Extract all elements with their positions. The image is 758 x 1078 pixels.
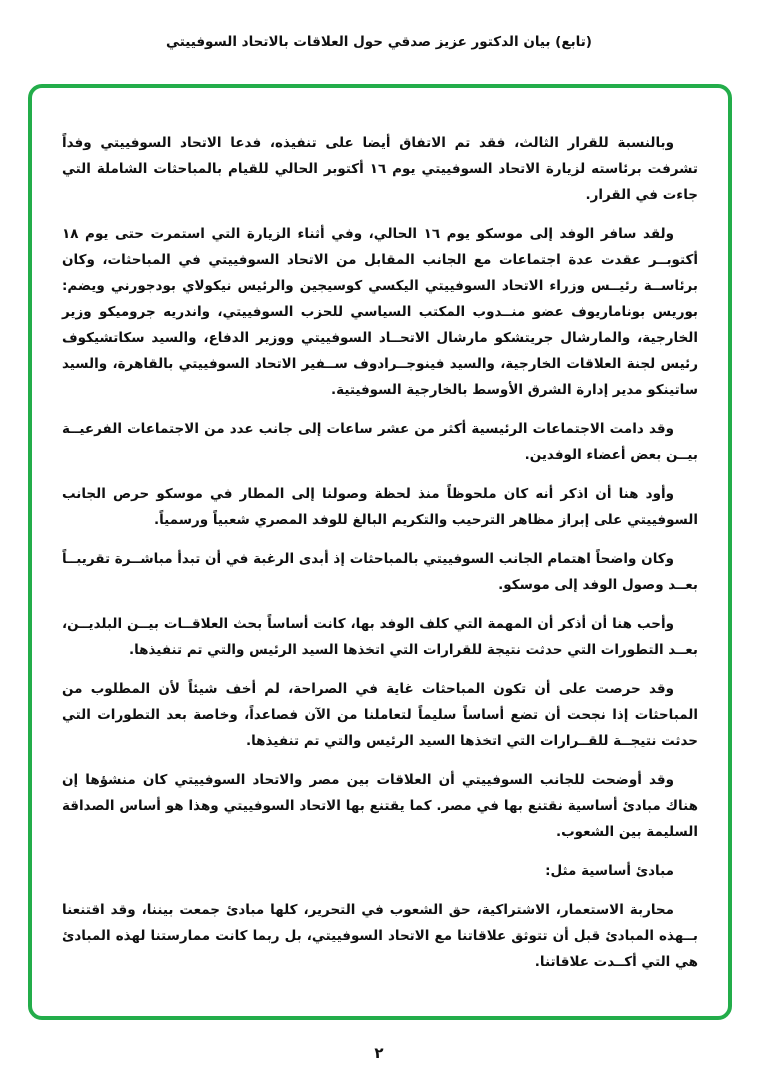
document-header-title: (تابع) بيان الدكتور عزيز صدقي حول العلاقات بالاتحاد السوفييتي (166, 34, 592, 50)
paragraph: وأحب هنا أن أذكر أن المهمة التي كلف الوفد بها، كانت أساساً بحث العلاقــات بيــن البلديــن، بعــد التطورات التي حدثت نتيجة للقرارات التي اتخذها السيد الرئيس والتي تم تنفيذها. (62, 616, 698, 658)
document-body (62, 130, 698, 975)
paragraph-principles-heading: مبادئ أساسية مثل: (545, 863, 674, 879)
paragraph: وكان واضحاً اهتمام الجانب السوفييتي بالمباحثات إذ أبدى الرغبة في أن تبدأ مباشــرة تقريبــاً بعــد وصول الوفد إلى موسكو. (62, 551, 698, 593)
document-frame (28, 84, 732, 1020)
paragraph: وقد حرصت على أن تكون المباحثات غاية في الصراحة، لم أخف شيئاً لأن المطلوب من المباحثات إذا نجحت أن تضع أساساً سليماً لتعاملنا من الآن فصاعداً، وخاصة بعد التطورات التي حدثت نتيجــة للقــرارات التي اتخذها السيد الرئيس والتي تم تنفيذها. (62, 681, 698, 749)
paragraph: وقد دامت الاجتماعات الرئيسية أكثر من عشر ساعات إلى جانب عدد من الاجتماعات الفرعيــة بيــن بعض أعضاء الوفدين. (62, 421, 698, 463)
paragraph: محاربة الاستعمار، الاشتراكية، حق الشعوب في التحرير، كلها مبادئ جمعت بيننا، وقد اقتنعنا بــهذه المبادئ قبل أن تتوثق علاقاتنا مع الاتحاد السوفييتي، بل ربما كانت ممارستنا لهذه المبادئ هي التي أكــدت علاقاتنا. (62, 902, 698, 970)
paragraph: ولقد سافر الوفد إلى موسكو يوم ١٦ الحالي، وفي أثناء الزيارة التي استمرت حتى يوم ١٨ أكتوبــر عقدت عدة اجتماعات مع الجانب المقابل من الاتحاد السوفييتي في المباحثات، وكان برئاســة رئيــس وزراء الاتحاد السوفييتي اليكسي كوسيجين والرئيس نيكولاي بودجورني ويضم: بوريس بوناماريوف عضو منــدوب المكتب السياسي للحزب السوفييتي، واندريه جروميكو وزير الخارجية، والمارشال جريتشكو مارشال الاتحــاد السوفييتي ووزير الدفاع، والسيد سكاتشيكوف رئيس لجنة العلاقات الخارجية، والسيد فينوجــرادوف ســفير الاتحاد السوفييتي بالقاهرة، والسيد ساتينكو مدير إدارة الشرق الأوسط بالخارجية السوفيتية. (62, 226, 698, 398)
page-number: ٢ (374, 1044, 384, 1062)
paragraph: وقد أوضحت للجانب السوفييتي أن العلاقات بين مصر والاتحاد السوفييتي كان منشؤها إن هناك مبادئ أساسية نقتنع بها في مصر. كما يقتنع بها الاتحاد السوفييتي وهذا هو أساس الصداقة السليمة بين الشعوب. (62, 772, 698, 840)
paragraph: وأود هنا أن اذكر أنه كان ملحوظاً منذ لحظة وصولنا إلى المطار في موسكو حرص الجانب السوفييتي على إبراز مظاهر الترحيب والتكريم البالغ للوفد المصري شعبياً ورسمياً. (62, 486, 698, 528)
paragraph: وبالنسبة للقرار الثالث، فقد تم الاتفاق أيضا على تنفيذه، فدعا الاتحاد السوفييتي وفداً تشرفت برئاسته لزيارة الاتحاد السوفييتي يوم ١٦ أكتوبر الحالي للقيام بالمباحثات الشاملة التي جاءت في القرار. (62, 135, 698, 203)
